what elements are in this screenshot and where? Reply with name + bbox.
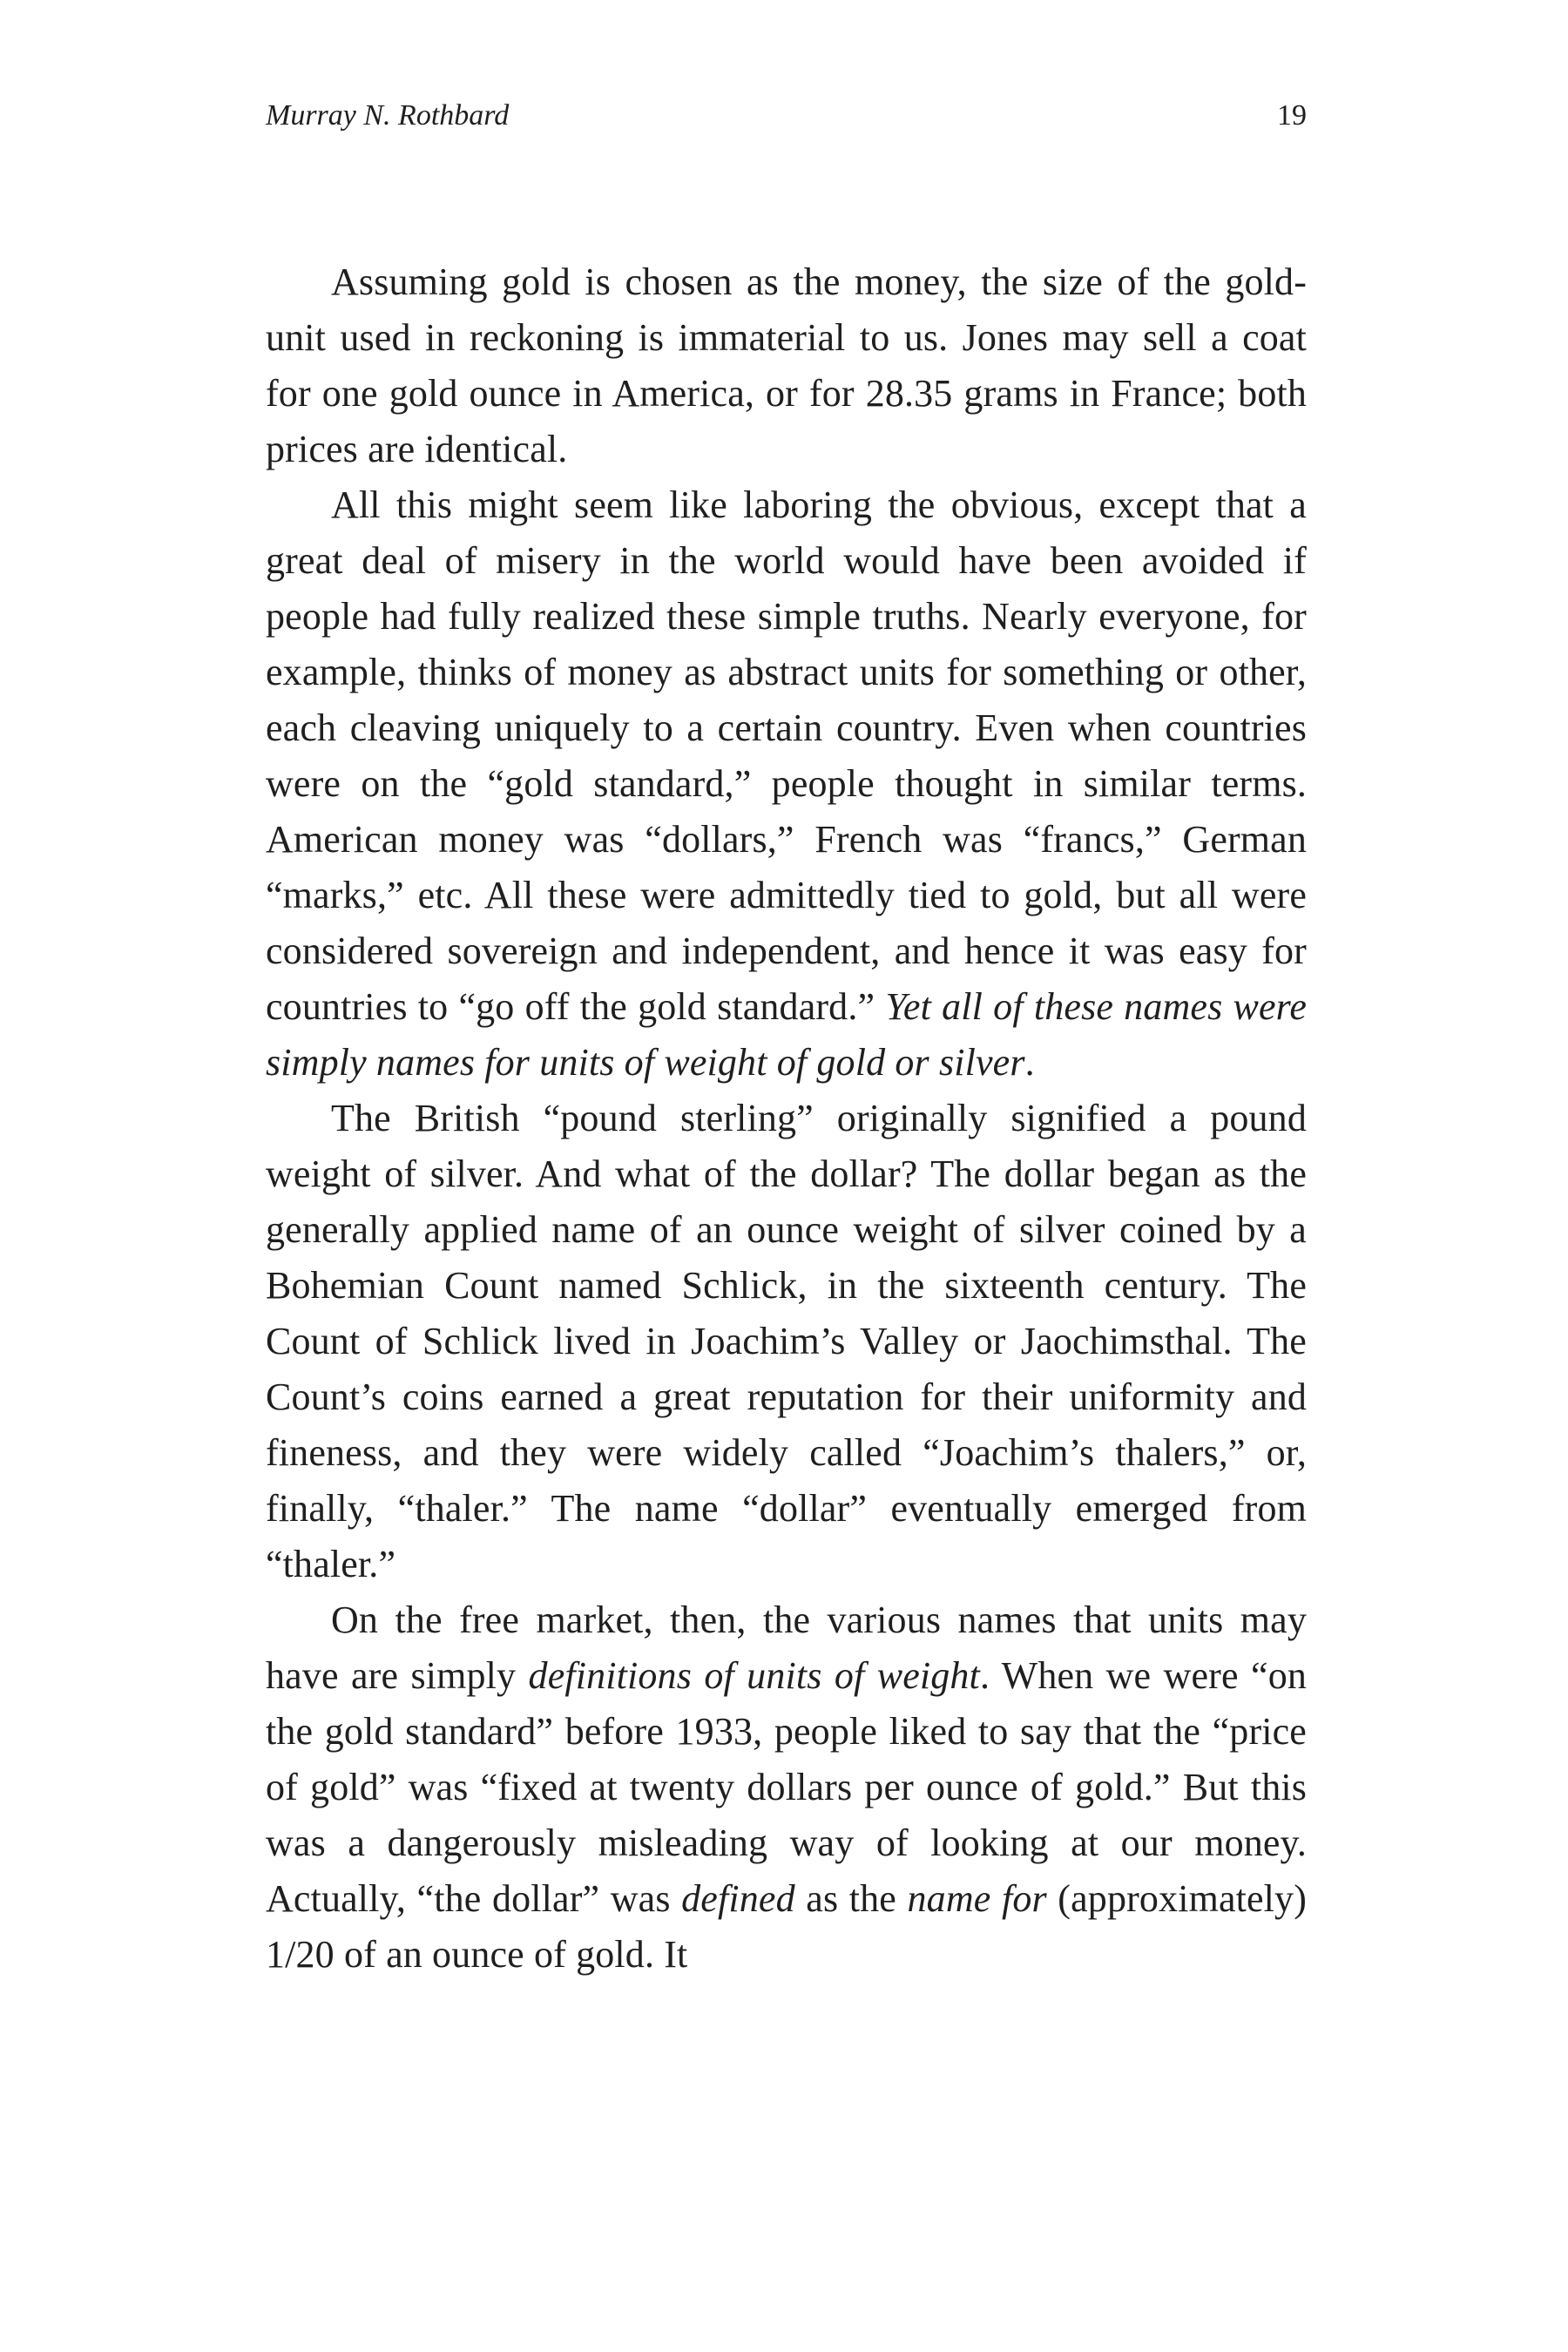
paragraph-3	[266, 1091, 1307, 1592]
paragraph-4-emphasis-c: name for	[907, 1877, 1047, 1920]
paragraph-2-text: All this might seem like laboring the obvious, except that a great deal of misery in the world would have been avoided if people had fully realized these simple truths. Nearly everyone, for example, thinks of money as abstract units for something or other, each cleaving uniquely to a certain country. Even when countries were on the “gold standard,” people thought in similar terms. American money was “dollars,” French was “francs,” German “marks,” etc. All these were admittedly tied to gold, but all were considered sovereign and independent, and hence it was easy for countries to “go off the gold standard.”	[266, 483, 1307, 1028]
paragraph-2-emphasis: Yet all of these names were simply names for units of weight of gold or silver	[266, 985, 1308, 1084]
running-head-author: Murray N. Rothbard	[266, 99, 510, 132]
body-text	[266, 254, 1307, 1983]
paragraph-4-text-c: as the	[794, 1877, 908, 1920]
running-header	[266, 94, 1307, 138]
paragraph-4-emphasis-a: definitions of units of weight	[528, 1654, 980, 1697]
paragraph-4-text-d: (approximately) 1/20 of an ounce of gold. It	[266, 1877, 1308, 1976]
page-number: 19	[1277, 99, 1307, 132]
paragraph-1	[266, 254, 1307, 477]
paragraph-4-emphasis-b: defined	[681, 1877, 795, 1920]
paragraph-2-end: .	[1024, 1041, 1035, 1084]
paragraph-2	[266, 477, 1307, 1091]
paragraph-1-text: Assuming gold is chosen as the money, the size of the gold-unit used in reckoning is immaterial to us. Jones may sell a coat for one gold ounce in America, or for 28.35 grams in France; both prices are identical.	[266, 260, 1307, 470]
paragraph-3-text: The British “pound sterling” originally signified a pound weight of silver. And what of the dollar? The dollar began as the generally applied name of an ounce weight of silver coined by a Bohemian Count named Schlick, in the sixteenth century. The Count of Schlick lived in Joachim’s Valley or Jaochimsthal. The Count’s coins earned a great reputation for their uniformity and fineness, and they were widely called “Joachim’s thalers,” or, finally, “thaler.” The name “dollar” eventually emerged from “thaler.”	[266, 1097, 1307, 1585]
paragraph-4-text-b: . When we were “on the gold standard” before 1933, people liked to say that the “price of gold” was “fixed at twenty dollars per ounce of gold.” But this was a dangerously misleading way of looking at our money. Actually, “the dollar” was	[266, 1654, 1307, 1920]
paragraph-4	[266, 1592, 1307, 1983]
paragraph-4-text-a: On the free market, then, the various names that units may have are simply	[266, 1598, 1307, 1697]
